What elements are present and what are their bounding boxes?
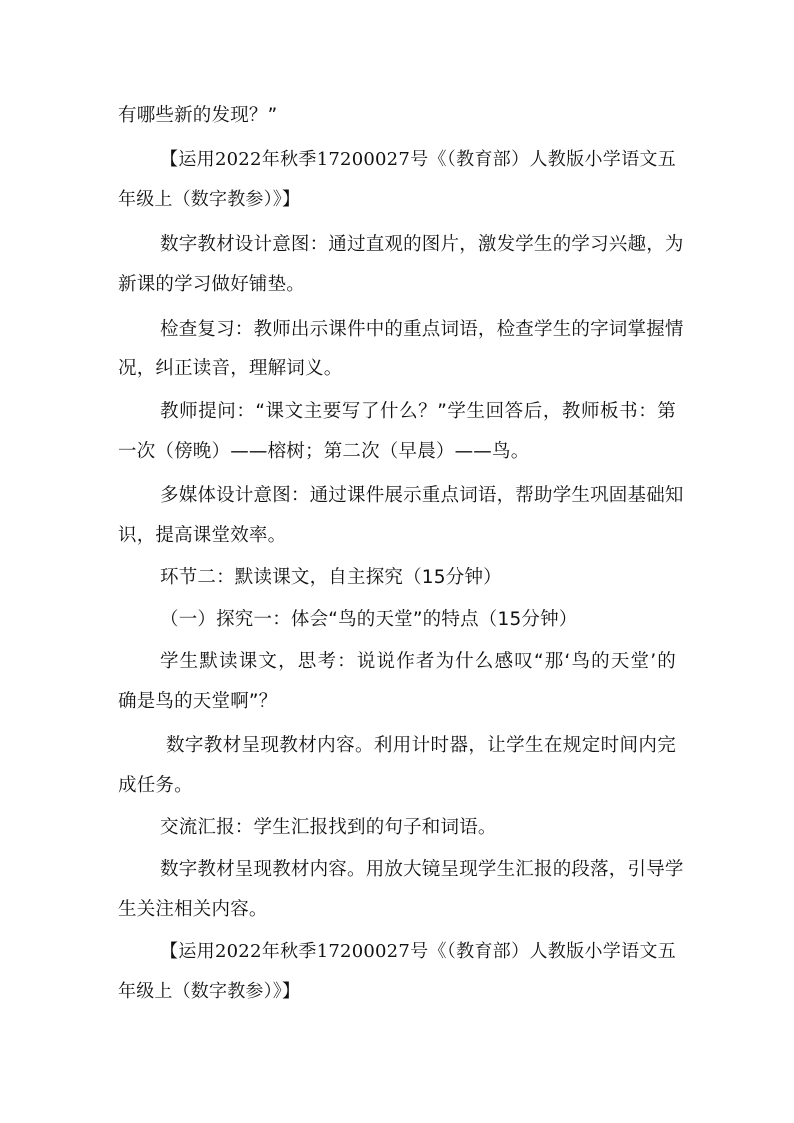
text-line: 数字教材设计意图：通过直观的图片，激发学生的学习兴趣，为 (160, 234, 684, 255)
text-line: 数字教材呈现教材内容。用放大镜呈现学生汇报的段落，引导学 (160, 859, 684, 880)
text-line: 生关注相关内容。 (118, 899, 268, 920)
section-heading: 环节二：默读课文，自主探究（15分钟） (160, 567, 502, 588)
reference-line: 年级上（数字教参）》】 (118, 981, 301, 1002)
text-line: 交流汇报：学生汇报找到的句子和词语。 (160, 817, 497, 838)
text-line: 况，纠正读音，理解词义。 (118, 358, 343, 379)
text-line: 确是鸟的天堂啊”？ (118, 691, 278, 712)
text-line: 成任务。 (118, 775, 193, 796)
subsection-heading: （一）探究一：体会“鸟的天堂”的特点（15分钟） (160, 609, 578, 630)
text-line: 学生默读课文，思考：说说作者为什么感叹“那‘鸟的天堂’的 (160, 651, 676, 672)
text-line: 数字教材呈现教材内容。利用计时器，让学生在规定时间内完 (166, 735, 676, 756)
reference-line: 年级上（数字教参）》】 (118, 189, 301, 210)
text-line: 多媒体设计意图：通过课件展示重点词语，帮助学生巩固基础知 (160, 485, 684, 506)
text-line: 教师提问：“课文主要写了什么？”学生回答后，教师板书：第 (160, 401, 676, 422)
text-line: 检查复习：教师出示课件中的重点词语，检查学生的字词掌握情 (160, 319, 684, 340)
text-line: 有哪些新的发现？” (118, 105, 278, 126)
reference-line: 【运用2022年秋季17200027号《（教育部）人教版小学语文五 (160, 941, 676, 962)
reference-line: 【运用2022年秋季17200027号《（教育部）人教版小学语文五 (160, 149, 676, 170)
text-line: 识，提高课堂效率。 (118, 525, 287, 546)
text-line: 新课的学习做好铺垫。 (118, 274, 306, 295)
text-line: 一次（傍晚）——榕树；第二次（早晨）——鸟。 (118, 441, 530, 462)
